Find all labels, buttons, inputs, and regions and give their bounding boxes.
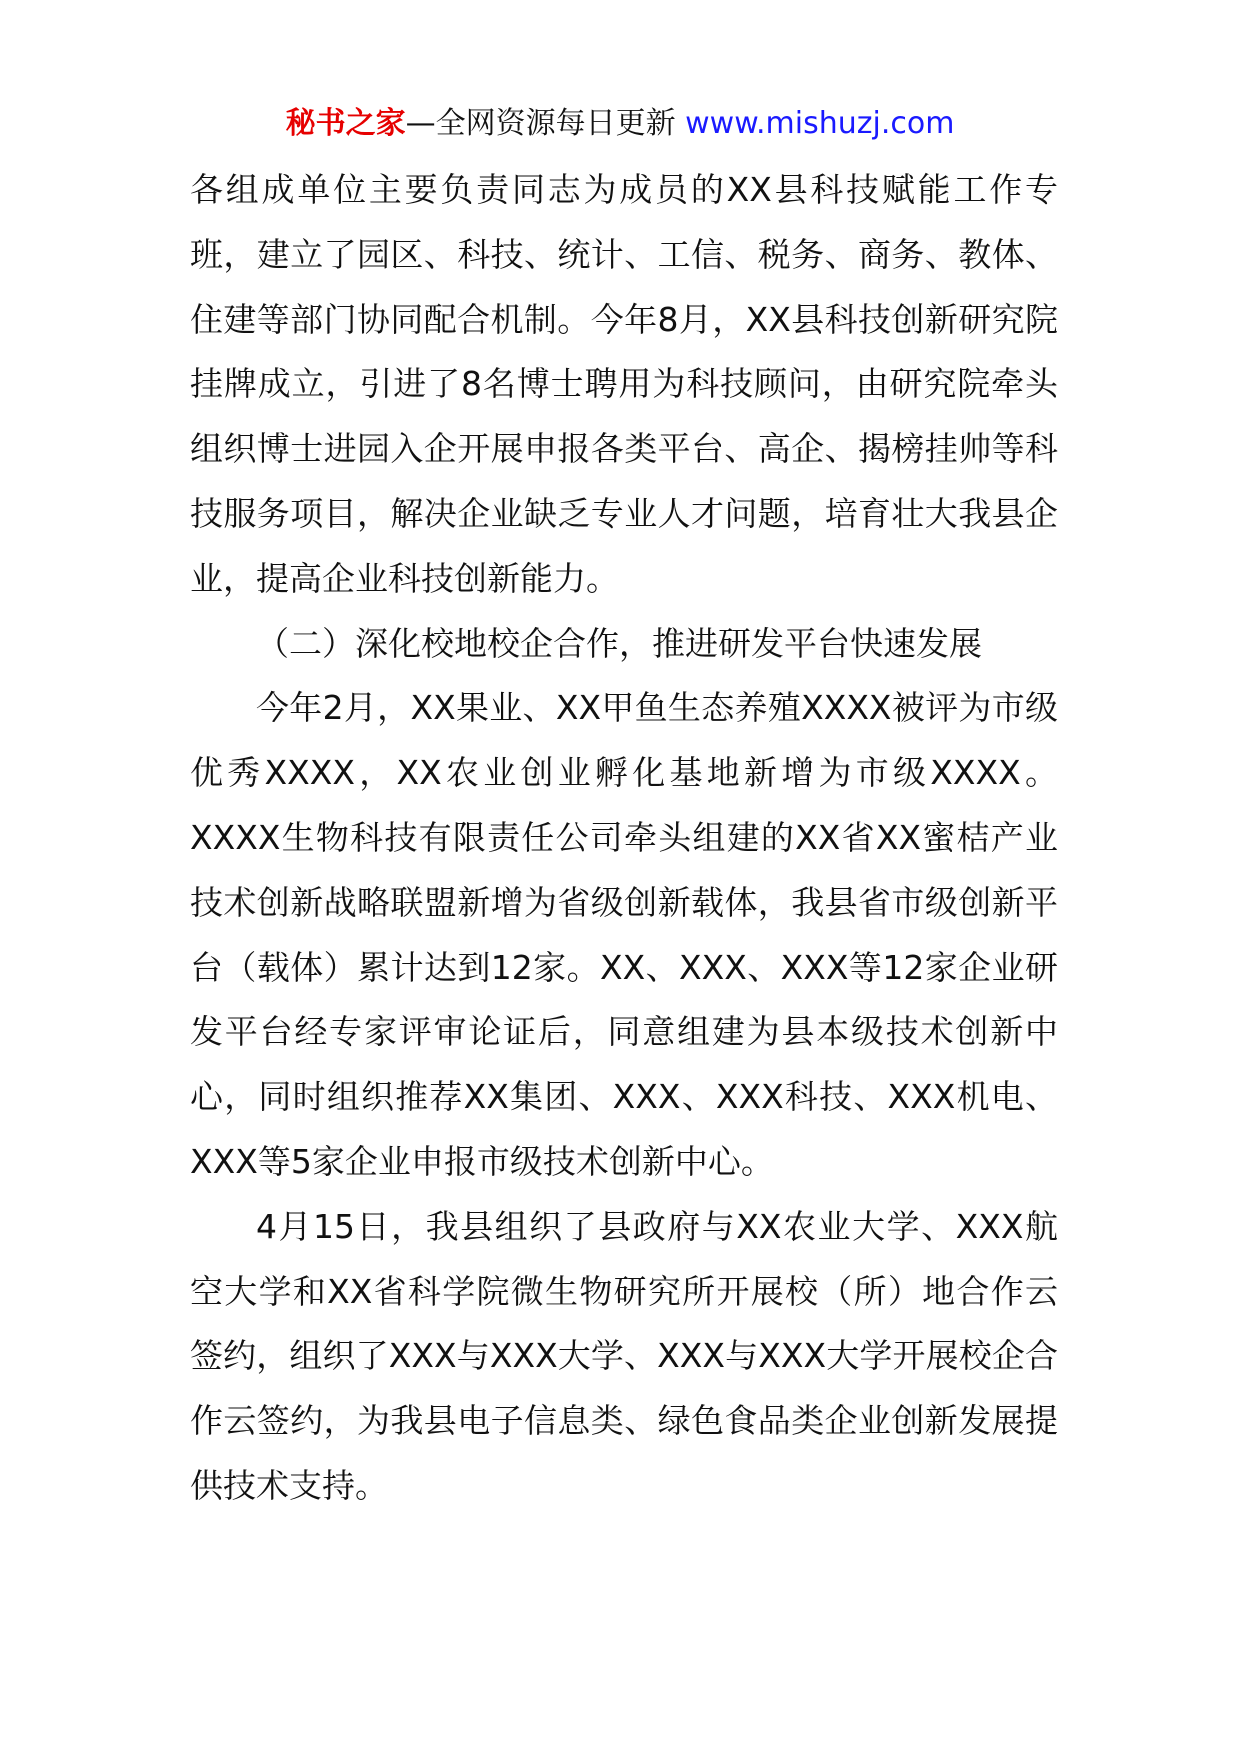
watermark-header [0,104,1240,144]
header-tagline: —全网资源每日更新 [405,106,686,141]
paragraph-3: 4月15日，我县组织了县政府与XX农业大学、XXX航空大学和XX省科学院微生物研究所开展校（所）地合作云签约，组织了XXX与XXX大学、XXX与XXX大学开展校企合作云签约，为我县电子信息类、绿色食品类企业创新发展提供技术支持。 [190,1206,1058,1505]
site-url[interactable]: www.mishuzj.com [685,106,955,141]
document-body [190,158,1058,1519]
section-heading-2: （二）深化校地校企合作，推进研发平台快速发展 [256,623,982,663]
paragraph-1: 各组成单位主要负责同志为成员的XX县科技赋能工作专班，建立了园区、科技、统计、工信、税务、商务、教体、住建等部门协同配合机制。今年8月，XX县科技创新研究院挂牌成立，引进了8名博士聘用为科技顾问，由研究院牵头组织博士进园入企开展申报各类平台、高企、揭榜挂帅等科技服务项目，解决企业缺乏专业人才问题，培育壮大我县企业，提高企业科技创新能力。 [190,170,1058,598]
brand-name: 秘书之家 [285,106,406,141]
paragraph-2: 今年2月，XX果业、XX甲鱼生态养殖XXXX被评为市级优秀XXXX，XX农业创业孵化基地新增为市级XXXX。XXXX生物科技有限责任公司牵头组建的XX省XX蜜桔产业技术创新战略联盟新增为省级创新载体，我县省市级创新平台（载体）累计达到12家。XX、XXX、XXX等12家企业研发平台经专家评审论证后，同意组建为县本级技术创新中心，同时组织推荐XX集团、XXX、XXX科技、XXX机电、XXX等5家企业申报市级技术创新中心。 [190,688,1058,1181]
